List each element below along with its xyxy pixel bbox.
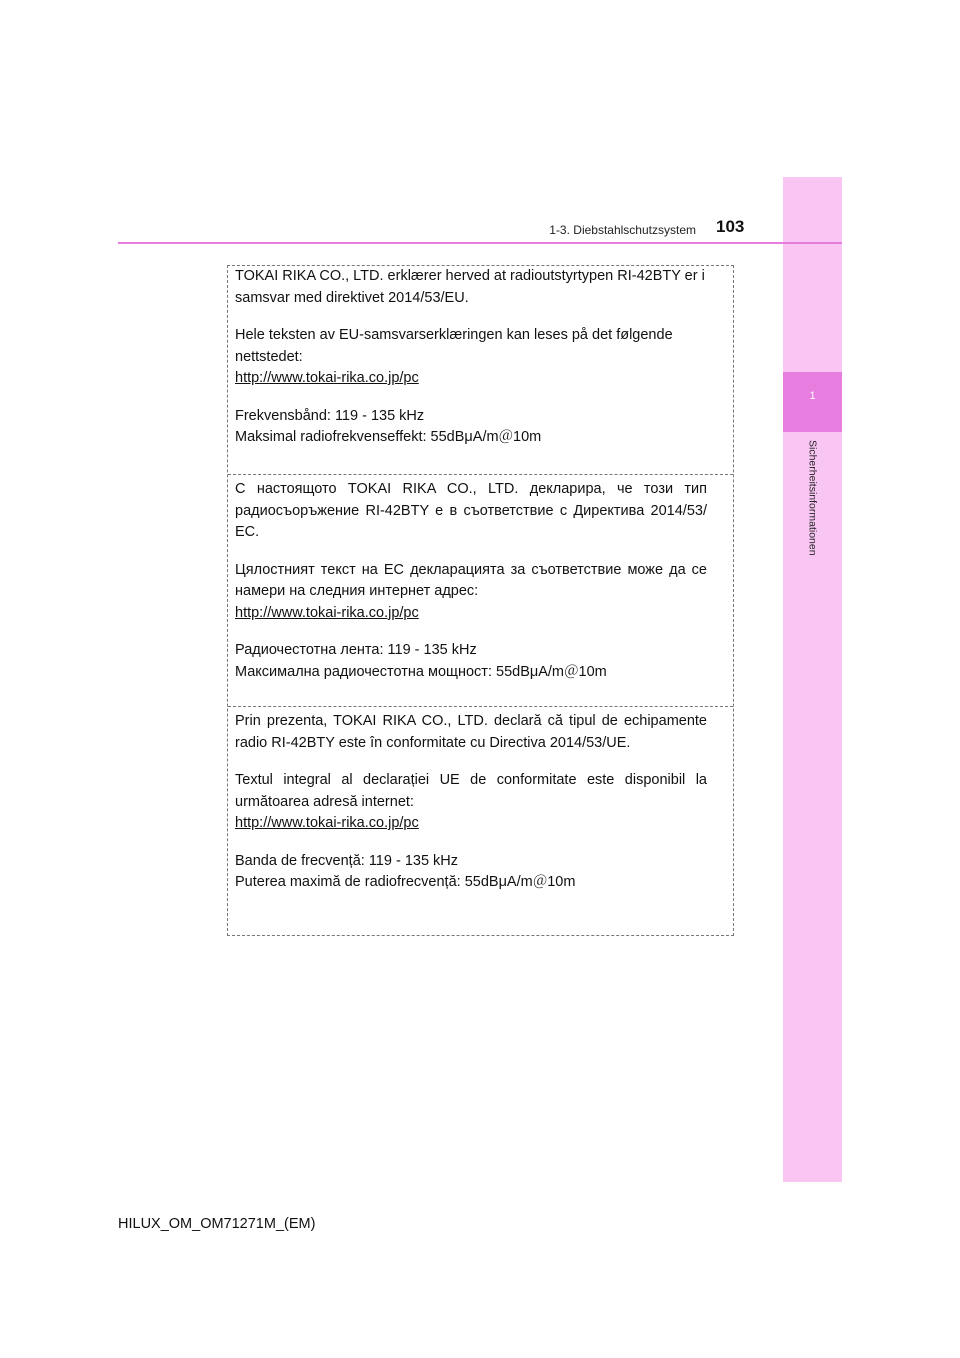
max-power-text: Максимална радиочестотна мощност: 55dBμA/m＠10m <box>235 663 607 680</box>
chapter-tab <box>783 372 842 432</box>
declaration-text: Prin prezenta, TOKAI RIKA CO., LTD. declară că tipul de echipamente radio RI-42BTY este în conformitate cu Directiva 2014/53/UE. <box>235 713 707 751</box>
section-label-text: Sicherheitsinformationen <box>806 440 819 556</box>
max-power-text: Puterea maximă de radiofrecvență: 55dBμA/m＠10m <box>235 874 576 890</box>
fulltext-text: Hele teksten av EU-samsvarserklæringen kan leses på det følgende nettstedet: <box>235 327 673 365</box>
section-label-vertical <box>783 440 842 586</box>
max-power-text: Maksimal radiofrekvenseffekt: 55dBμA/m＠10m <box>235 429 542 445</box>
notice-block-norwegian <box>228 266 733 474</box>
page-number: 103 <box>716 217 745 236</box>
header-rule <box>118 242 842 244</box>
chapter-number: 1 <box>809 390 816 402</box>
section-title: 1-3. Diebstahlschutzsystem <box>549 223 696 237</box>
declaration-url-link[interactable]: http://www.tokai-rika.co.jp/pc <box>235 815 419 831</box>
fulltext-text: Цялостният текст на ЕС декларацията за съответствие може да се намери на следния интернет адрес: <box>235 561 707 599</box>
declaration-url-link[interactable]: http://www.tokai-rika.co.jp/pc <box>235 604 419 621</box>
notice-block-romanian <box>228 706 733 936</box>
frequency-band-text: Frekvensbånd: 119 - 135 kHz <box>235 407 425 424</box>
declaration-url-link[interactable]: http://www.tokai-rika.co.jp/pc <box>235 370 419 386</box>
notice-block-bulgarian <box>228 474 733 706</box>
frequency-band-text: Banda de frecvență: 119 - 135 kHz <box>235 852 459 869</box>
declaration-text: С настоящото TOKAI RIKA CO., LTD. декларира, че този тип радиосъоръжение RI-42BTY е в съответствие с Директива 2014/53/ЕС. <box>235 481 707 540</box>
fulltext-text: Textul integral al declarației UE de conformitate este disponibil la următoarea adresă internet: <box>235 772 707 810</box>
document-code: HILUX_OM_OM71271M_(EM) <box>118 1216 316 1232</box>
regulatory-notice-box <box>227 265 734 936</box>
frequency-band-text: Радиочестотна лента: 119 - 135 kHz <box>235 642 477 658</box>
chapter-sidebar <box>783 177 842 1182</box>
declaration-text: TOKAI RIKA CO., LTD. erklærer herved at radioutstyrtypen RI-42BTY er i samsvar med direktivet 2014/53/EU. <box>235 268 705 306</box>
